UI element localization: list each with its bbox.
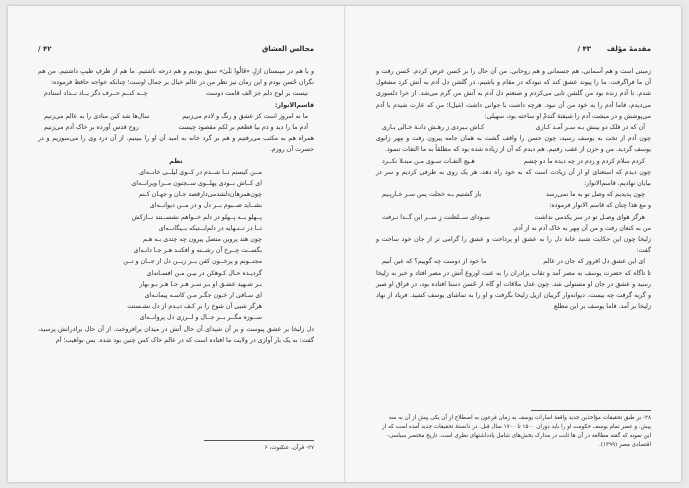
verse-hemistich: کـاش بـبردی ز رهـش دانـهٔ خـالی یـاری bbox=[382, 124, 485, 132]
right-paragraph-2: چون آدم از تخت به یوسف رسید، چون حسن را واقف گشت به همان جامه پیرون رفت و مِهر زانوی یوسف گردید. من و حزن از عقب رفتیم. هم دیدم که آن از زیاده شده بود که مطلقاً به ما التفات ننمود. bbox=[376, 135, 651, 154]
right-paragraph-3: چون دیدم که استغنای او از آن زیادت است که به خود راه دهد، هر یک روی به طرفی کردیم و سر در بیابان نهادیم، قاسم‌الانوار: bbox=[376, 168, 651, 188]
book-spread bbox=[8, 6, 681, 482]
left-poem bbox=[38, 167, 314, 324]
right-paragraph-7: تا تاگاه که حضرت یوسف به مصر آمد و تقاب برادران را به عنت اوروغ آتش در مصر افتاد و خبر به زلیخا رسید و عشق در جان او مستولی شد. چون عدل ملاقات او گاه از حُسن دستا افتاده بود، در فراق او صبر و گریه گرفت چه بیست. دیوانه‌وار گریبان ازیل زلیخا بگرفت و او را به تماشای یوسف کشید. فریاد از نهاد زلیخا بر آمد. فاما یوسف بر این مطلع bbox=[376, 269, 651, 311]
right-page bbox=[346, 6, 681, 482]
verse-hemistich: هرگز هوای وصـل تو در سر یکدمی نداشت bbox=[534, 213, 645, 221]
verse-hemistich: نیست بر لوح دلم جز الف قامت دوست bbox=[205, 90, 308, 98]
verse-hemistich: کردم سلام کردم و زدم در چه دیده ما دو چشم bbox=[523, 157, 645, 165]
left-page-body bbox=[38, 66, 314, 346]
verse-hemistich: باز گشتیم بـه خجلت پس سـر خـارپـیم bbox=[382, 191, 482, 199]
verse-hemistich: چــه کنــم حــرف دگر یــاد نــداد استادم bbox=[44, 90, 148, 98]
right-page-number: ۴۳ / bbox=[577, 45, 591, 53]
right-footnote-rule bbox=[531, 410, 651, 411]
left-verse-3 bbox=[38, 122, 314, 133]
right-page-header bbox=[376, 44, 651, 54]
left-page-header bbox=[38, 44, 314, 54]
verse-hemistich: ای این عشق دل افروز که جان در عالم bbox=[543, 258, 645, 266]
poem-line: مــن کیستم تــا شــدم در کــوی لیلــی خانــه‌ای bbox=[139, 168, 262, 176]
left-footnote: ۲۷- قرآن، عنکبوت، ۶ bbox=[264, 445, 314, 451]
right-paragraph-5: من به کنعان رفت و من آن مِهر به خاک آدم نه از آدم. bbox=[512, 224, 651, 232]
right-verse-3 bbox=[376, 189, 651, 200]
poem-line: بشــاید صــبوم بــر دل و در مــن دیوانــه‌ای bbox=[149, 202, 262, 210]
poem-line: ای کــاش بــودی پهلــوی ســجنون مــرا ویرانــه‌ای bbox=[131, 180, 262, 188]
poem-line: بـر شـهید عشـق او بـر سـر هـر جـا هـر بـو بهار bbox=[139, 280, 262, 288]
left-paragraph-2: همراه هم به مکتب می‌رفتیم و هم بر گرد خانه به امید آن او را ببینیم. از آن درد وی را می‌سوزیم و در حسرت آن روزم. bbox=[38, 135, 314, 154]
left-page-number: ۴۲ / bbox=[38, 45, 52, 53]
right-page-running-title: مقدمهٔ مؤلف bbox=[606, 45, 651, 53]
verse-hemistich: چون پدیدیم که وصل تو به ما نمی‌رسد bbox=[545, 191, 645, 199]
left-verse-1 bbox=[38, 88, 314, 99]
verse-hemistich: ما خود از دوست چه گوییم؟ که عین آنیم bbox=[382, 258, 487, 266]
left-page-running-title: مجالس العشاق bbox=[262, 45, 314, 53]
right-verse-4 bbox=[376, 212, 651, 223]
verse-hemistich: سال‌ها شد کین منادی را به عالم می‌زنیم bbox=[44, 112, 150, 120]
left-nazm-heading: نظم bbox=[169, 157, 183, 165]
left-heading-qasim: قاسم‌الانوار: bbox=[274, 101, 314, 109]
poem-line: مجنــونم و پرخــون کفن بــر زیــن دل از جــان و تــن bbox=[123, 258, 262, 266]
poem-line: گردیـده حـال کـوهکن در بیـن مـن افسـانه‌ای bbox=[146, 269, 262, 277]
right-paragraph-1: زمینی است و هم آسمانی، هم جسمانی و هم روحانی. من آن حال را بر حُسن عرض کردم. حُسن رفت و آن ما فراگرفت. ما را پیوند عشق کند که تبودکه در مقام و باشیم، در گلشن دل آدم به آتش کرد مشغول شدم. تا آدم زنده بود من گلشن تابی می‌کردم و صنعتم دل آدم به آتش من گرم می‌شد. از حرا دلسوزی می‌دیدم، فاما آدم را به خود من آن نبود. هرچه داشت با جوانی داشت (مَیل)؛ من که عارت شیدم با آدم می‌پوشش و در میشت آدم را شیفتهٔ گندمْ او ساخته بود، سهیلی: bbox=[376, 68, 651, 120]
verse-hemistich: هـیچ التفـات سـوی مـن مبتـلا نکــرد bbox=[382, 157, 475, 165]
right-verse-2 bbox=[376, 156, 651, 167]
verse-hemistich: ما نه امروز است کز عشق و رنگ و لادم می‌زنیم bbox=[182, 112, 308, 120]
poem-line: چون‌همرهان‌دلشدمی‌دارقصد جـان و جهـان کـنم bbox=[138, 191, 262, 199]
verse-hemistich: روح قدس آورده بر خاک آدم می‌زنیم bbox=[44, 124, 139, 132]
poem-line: ای سـاقی ار خـون جگـر مـن کاسـه پیمانـه‌ای bbox=[144, 292, 262, 300]
left-verse-2 bbox=[38, 111, 314, 122]
right-footnote: ۲۸- بر طبق تحقیقات مؤاخذین جدید واقعهٔ اسارات یوسف به زمان فرعون به اصطلاح از آن یکی پیش از آن به سه پیش. و عصر تمام یوسف حکومت او را باید دوران ۱۵۰۰ تا ۱۷۰۰ سال قبل. در دانستهٔ تحقیقات جدید آمده است که از این نمونه که گفته مطالعه در آن ها ثابت در مدارک بخش‌های شامل یادداشتها‌ی نظری است. تاریخ مختصر سیاسی-اقتصادی مصر (۱۳۹۹). bbox=[382, 415, 651, 448]
right-verse-1 bbox=[376, 122, 651, 133]
left-footnote-rule bbox=[204, 440, 314, 441]
poem-line: چون هند پروین متصل پیرون چه چندی بـه هـم bbox=[142, 236, 262, 244]
poem-line: ســوزه مگــر بــر جــال و لــرزی دل پروانــه‌ای bbox=[139, 314, 262, 322]
right-verse-5 bbox=[376, 256, 651, 267]
poem-line: تــا در تــنـهایه در دلم‌ابــتبکه بــیگانــه‌ای bbox=[158, 224, 262, 232]
verse-hemistich: آن که در فلک دو بینش بـه سـر آمـد کـاری bbox=[535, 124, 645, 132]
poem-line: هرگز شبی آن شوخ را بر کـف دیـدم از دل نشـستت bbox=[127, 303, 262, 311]
right-paragraph-6: زلیخا چون این حکایت شنید خانهٔ دل را به عشق او پرداخت و عشق را گرامی تر از جان خود ساخت و گفت: bbox=[376, 236, 651, 255]
left-paragraph-1: و با هم در میبستان ازلِ «قَالُوا بَلَیٰ» سبق بودیم و هم درجه باشتیم. ما هم از ظرفِ طیبِ داشتیم. من هم نگران حُسن بودم و این زمان نیز نظر من در عالم خیال بر جمال اوست؛ چنانکه خواجه حافظ فرموده: bbox=[38, 68, 314, 87]
poem-line: پــهلو بــه پــهلو در دلم خــواهم نشســتند نــازکش bbox=[131, 213, 262, 221]
left-page bbox=[8, 6, 344, 482]
poem-line: بگســت چــرخ آن رشــته و افکنـد هـر جـا دانـه‌ای bbox=[133, 247, 262, 255]
right-paragraph-4: و مع هذا چنان که قاسم الانوار فرموده: bbox=[549, 202, 651, 210]
verse-hemistich: آدم ما را دید و دم بیا قطعم بر لکم مقصود چیست bbox=[178, 124, 308, 132]
verse-hemistich: سـودای ســلطنت زِ ســر این گــدا نـرفت bbox=[382, 213, 490, 221]
right-page-body bbox=[376, 66, 651, 312]
left-paragraph-3: دل زلیخا بر عشق پیوست و بر آن شیدای آن حال آتش در میدان برافروخت. از آن حال برادرانش پرسید، گفت: به یک بار آوازی در ولایت ما افتاده است که در عالم خاک کس چنین بود شده. بس نواهیب؛ اَم bbox=[38, 325, 314, 344]
